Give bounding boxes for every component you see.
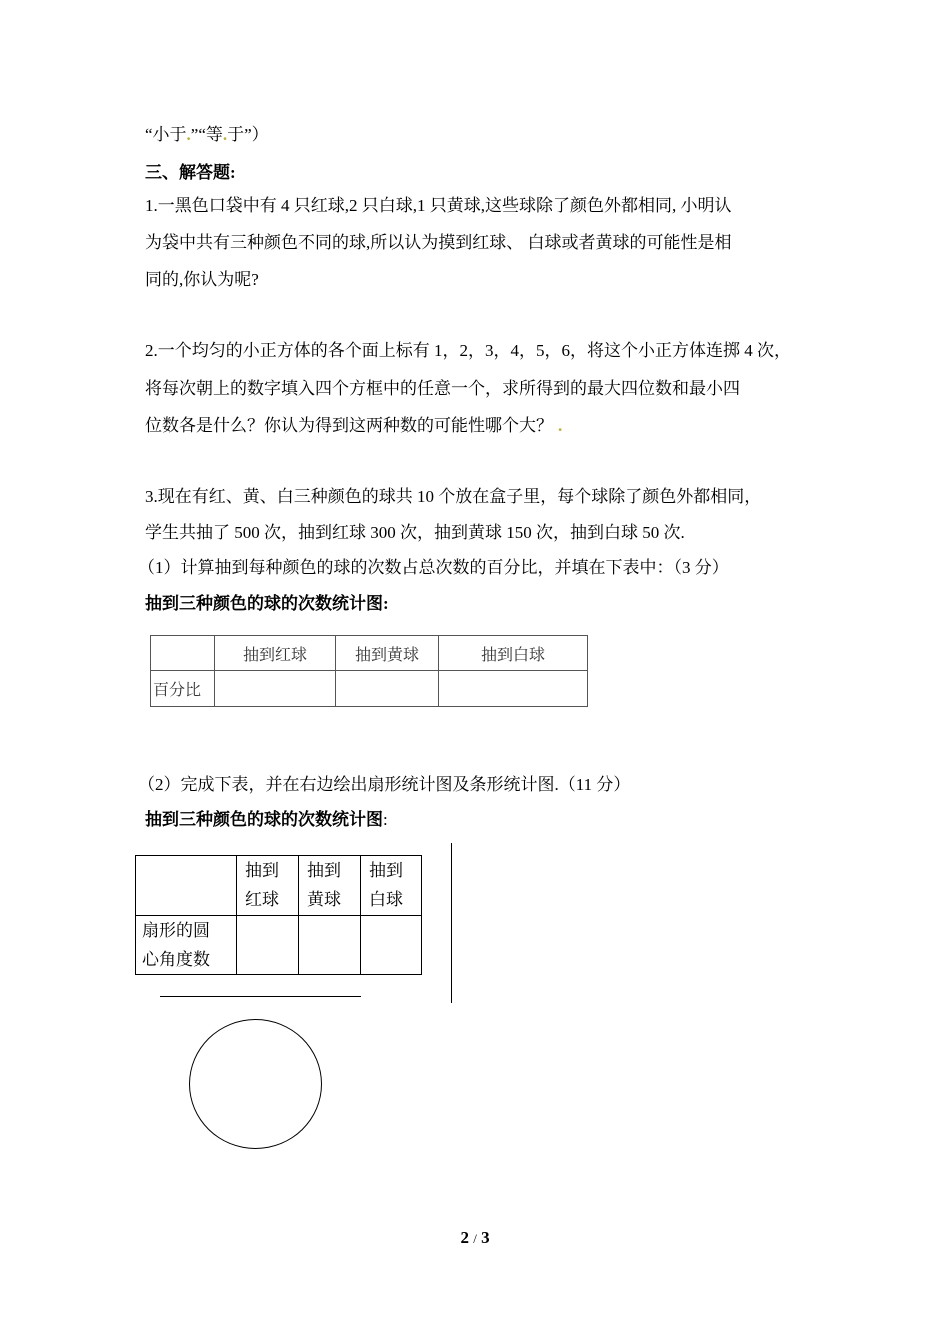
table1-input-cell[interactable]	[336, 671, 439, 707]
q3-line2: 学生共抽了 500 次，抽到红球 300 次，抽到黄球 150 次，抽到白球 50 次.	[145, 523, 685, 542]
table2-title-colon: :	[383, 810, 388, 829]
table2-input-cell[interactable]	[361, 916, 422, 975]
vertical-divider	[451, 843, 452, 1003]
table2-title-text: 抽到三种颜色的球的次数统计图	[145, 810, 383, 829]
percentage-table	[150, 635, 588, 707]
table1-title: 抽到三种颜色的球的次数统计图:	[145, 594, 389, 613]
table2-corner-cell	[136, 856, 237, 916]
q2-line3	[145, 416, 562, 436]
page-number	[0, 1228, 950, 1248]
q2-line2: 将每次朝上的数字填入四个方框中的任意一个，求所得到的最大四位数和最小四	[145, 379, 740, 398]
table1-corner-cell	[151, 636, 215, 671]
table1-row-label: 百分比	[151, 671, 215, 707]
pie-chart-circle[interactable]	[189, 1019, 322, 1149]
marker-dot: .	[186, 125, 191, 144]
table1-header-red: 抽到红球	[215, 636, 336, 671]
q1-line1: 1.一黑色口袋中有 4 只红球,2 只白球,1 只黄球,这些球除了颜色外都相同, 小明认	[145, 196, 732, 215]
marker-dot: .	[222, 125, 228, 144]
page-total: 3	[481, 1228, 490, 1247]
marker-dot: .	[558, 416, 563, 435]
q1-line3: 同的,你认为呢?	[145, 270, 259, 289]
page-separator: /	[473, 1231, 477, 1246]
top-line-part2: ”“等	[190, 125, 223, 144]
q2-line1: 2.一个均匀的小正方体的各个面上标有 1，2，3，4，5，6，将这个小正方体连掷 4 次，	[145, 341, 791, 360]
q2-line3-text: 位数各是什么？你认为得到这两种数的可能性哪个大？	[145, 416, 553, 435]
q1-line2: 为袋中共有三种颜色不同的球,所以认为摸到红球、 白球或者黄球的可能性是相	[145, 233, 732, 252]
q3-part1: （1）计算抽到每种颜色的球的次数占总次数的百分比，并填在下表中：（3 分）	[138, 558, 729, 577]
angle-table	[135, 855, 422, 975]
table2-input-cell[interactable]	[237, 916, 299, 975]
top-line-part1: “小于	[145, 125, 187, 144]
top-line	[145, 125, 269, 145]
top-line-part3: 于”）	[227, 125, 269, 144]
table1-input-cell[interactable]	[439, 671, 588, 707]
table2-row-label: 扇形的圆 心角度数	[136, 916, 237, 975]
table1-header-yellow: 抽到黄球	[336, 636, 439, 671]
table2-header-white: 抽到 白球	[361, 856, 422, 916]
page-current: 2	[460, 1228, 469, 1247]
table2-header-yellow: 抽到 黄球	[299, 856, 361, 916]
q3-part2: （2）完成下表，并在右边绘出扇形统计图及条形统计图.（11 分）	[138, 775, 631, 794]
table2-title	[145, 810, 388, 830]
q3-line1: 3.现在有红、黄、白三种颜色的球共 10 个放在盒子里，每个球除了颜色外都相同，	[145, 487, 762, 506]
table2-header-red: 抽到 红球	[237, 856, 299, 916]
horizontal-line	[160, 996, 361, 997]
table2-input-cell[interactable]	[299, 916, 361, 975]
section-heading: 三、解答题:	[145, 163, 236, 182]
table1-header-white: 抽到白球	[439, 636, 588, 671]
table1-input-cell[interactable]	[215, 671, 336, 707]
